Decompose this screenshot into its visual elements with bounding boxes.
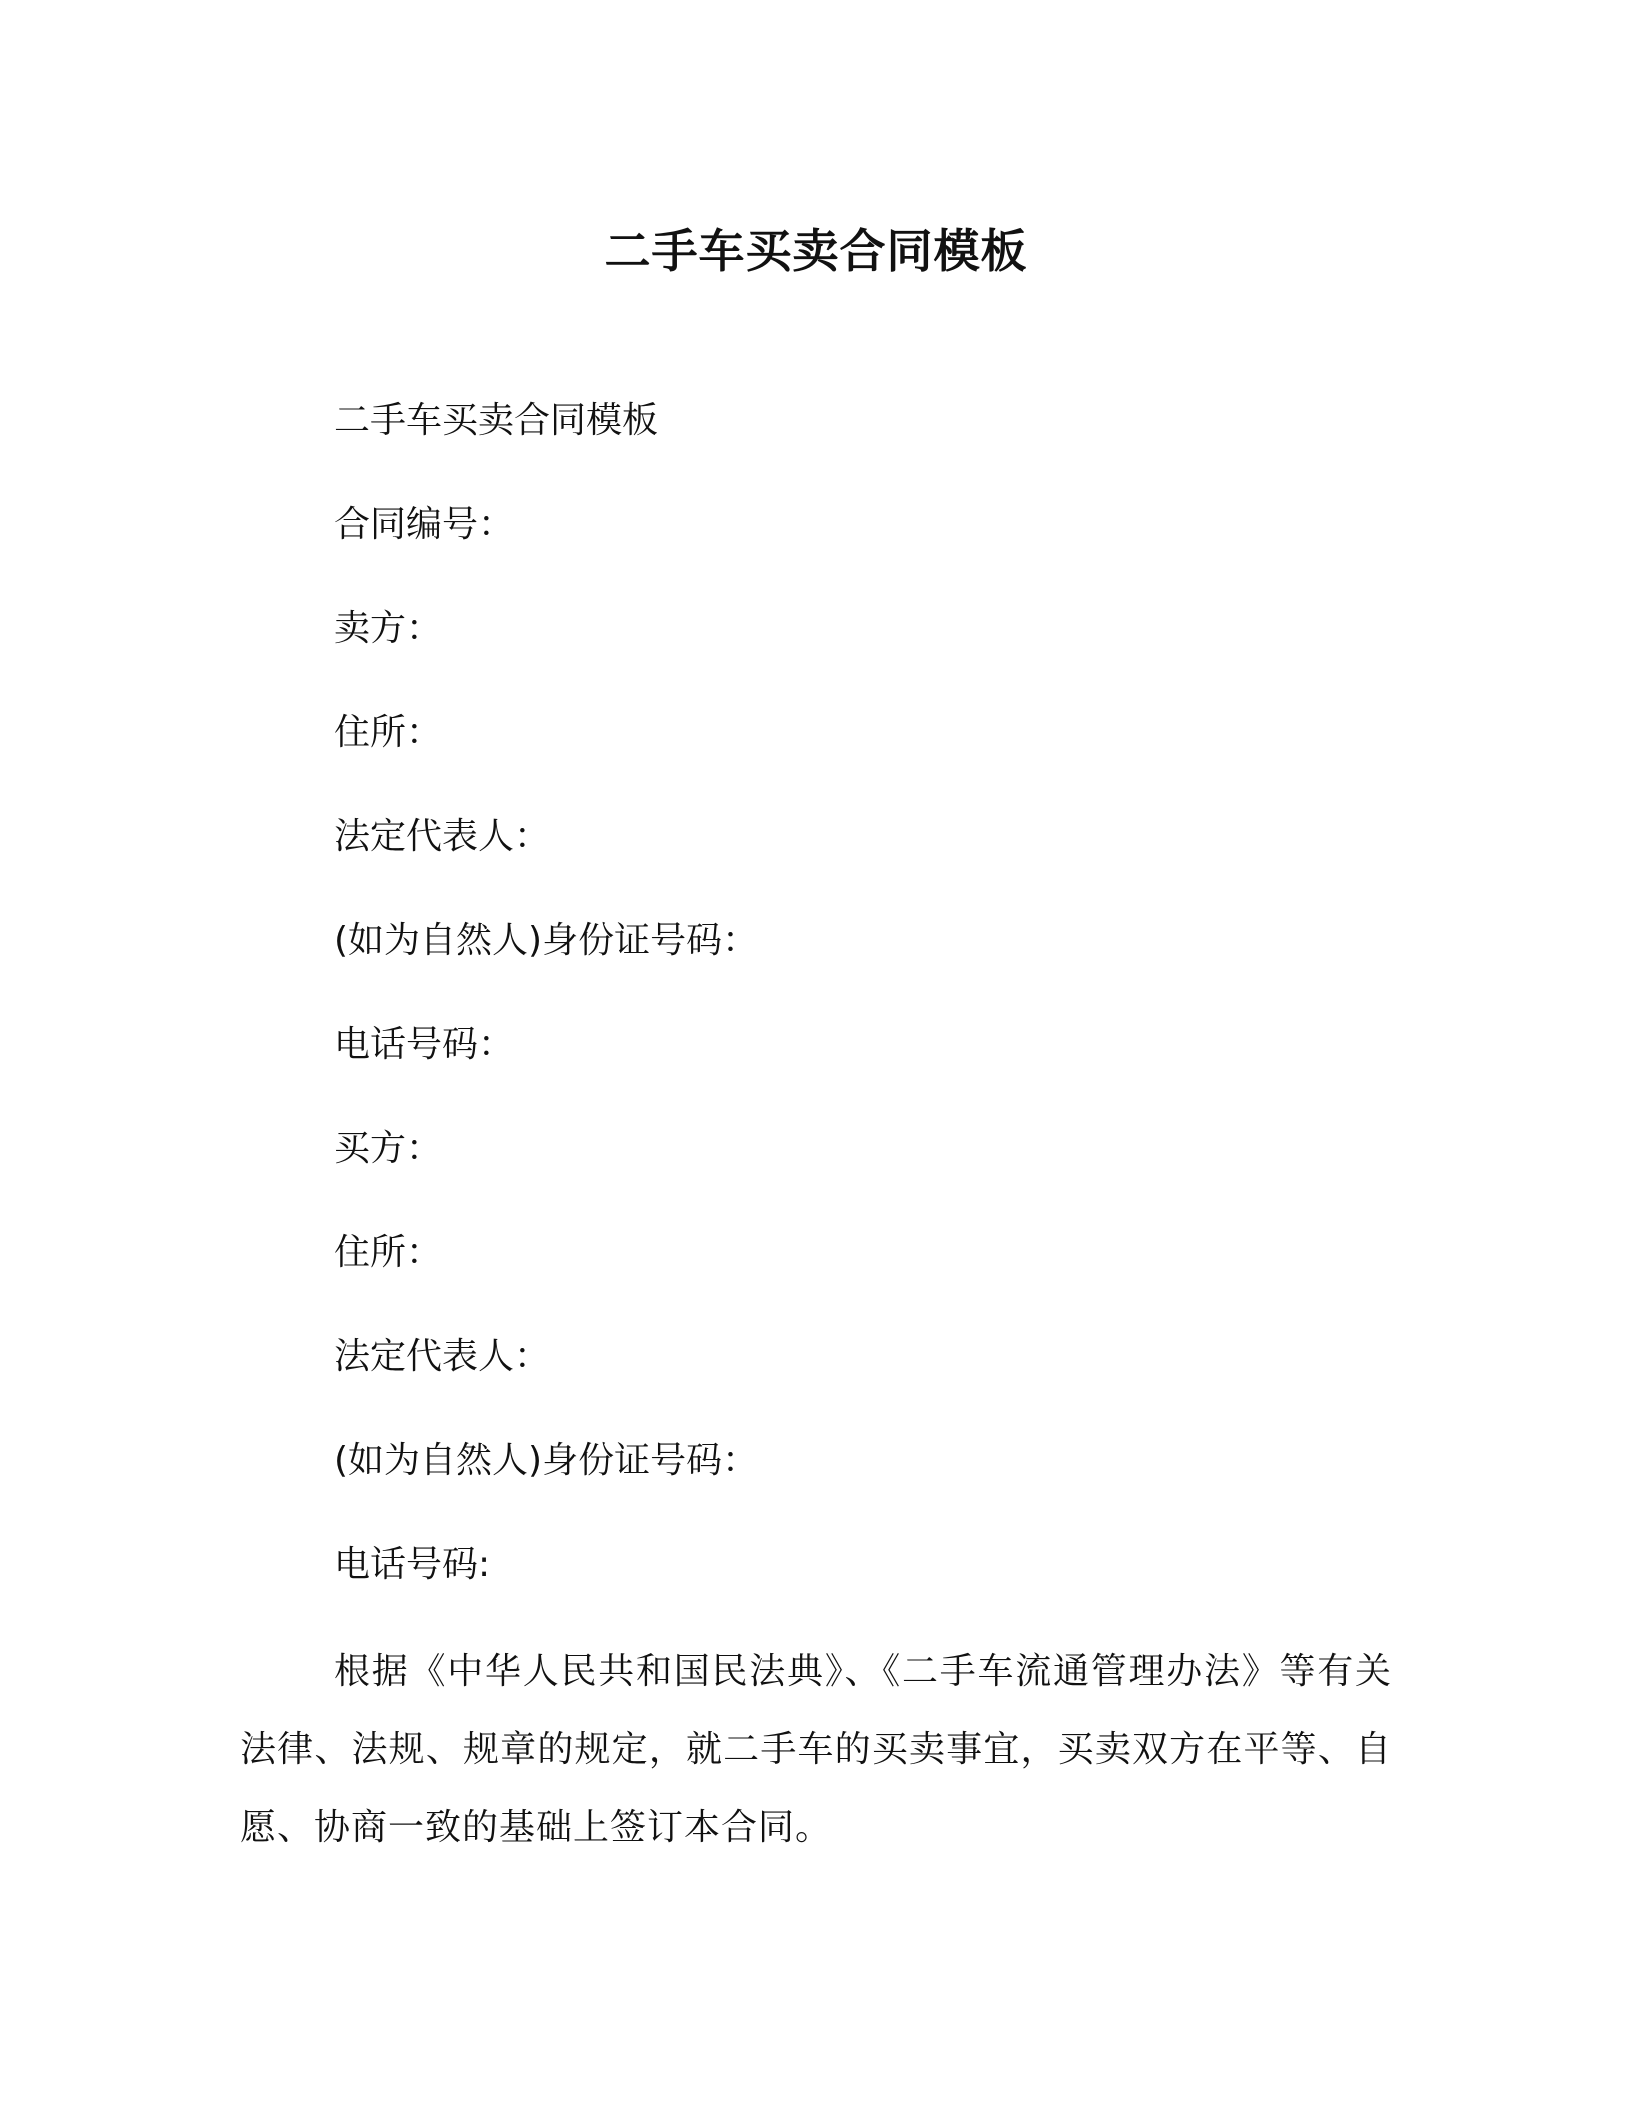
seller-id-number-label: (如为自然人)身份证号码：	[334, 920, 759, 961]
contract-field-list	[334, 393, 758, 1641]
buyer-legal-representative-label: 法定代表人：	[334, 1336, 551, 1377]
contract-number-label: 合同编号：	[334, 504, 515, 545]
seller-label: 卖方：	[334, 608, 443, 649]
buyer-address-label: 住所：	[334, 1232, 443, 1273]
seller-legal-representative-label: 法定代表人：	[334, 816, 551, 857]
seller-address-label: 住所：	[334, 712, 443, 753]
contract-intro-paragraph: 根据《中华人民共和国民法典》、《二手车流通管理办法》等有关法律、法规、规章的规定，就二手车的买卖事宜，买卖双方在平等、自愿、协商一致的基础上签订本合同。	[240, 1651, 1392, 1848]
document-subtitle: 二手车买卖合同模板	[334, 400, 659, 441]
buyer-label: 买方：	[334, 1128, 443, 1169]
page-title: 二手车买卖合同模板	[604, 224, 1028, 278]
buyer-id-number-label: (如为自然人)身份证号码：	[334, 1440, 759, 1481]
buyer-phone-label: 电话号码:	[334, 1544, 491, 1585]
seller-phone-label: 电话号码：	[334, 1024, 515, 1065]
